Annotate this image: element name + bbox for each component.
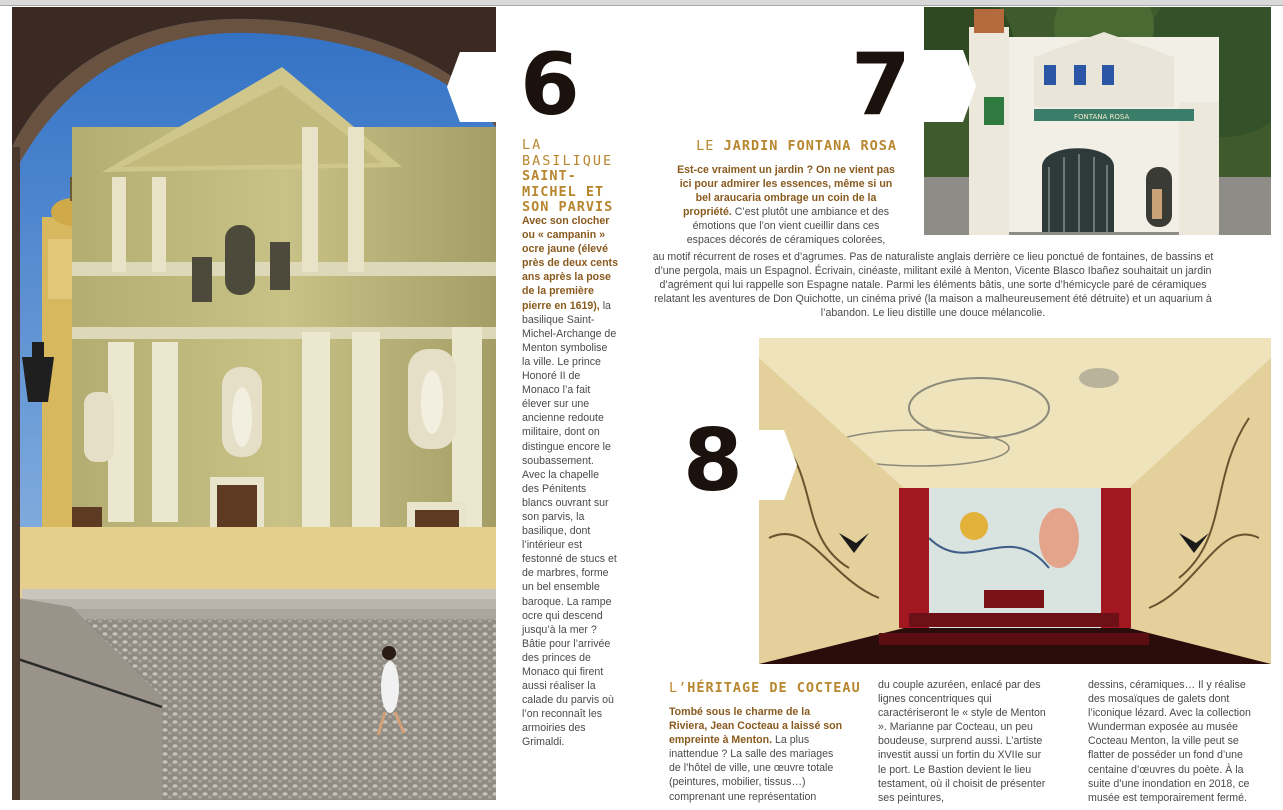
section-8-col1-text: La plus inattendue ? La salle des mariages de l’hôtel de ville, une œuvre totale (peintures, mobilier, tissus…) comprenant une représentation — [669, 734, 834, 803]
fontana-rosa-sign: FONTANA ROSA — [1074, 113, 1130, 121]
section-8-column-3 — [1088, 678, 1258, 805]
section-6-lede: Avec son clocher ou « campanin » ocre jaune (élevé près de deux cents ans après la pose de la première pierre en 1619), — [522, 215, 618, 312]
section-8-title — [669, 681, 869, 697]
section-6-title-line1: LA BASILIQUE — [522, 137, 614, 169]
section-8-col2-text: du couple azuréen, enlacé par des lignes concentriques qui caractériseront le « style de Menton ». Marianne par Cocteau, un peu boudeuse, surprend aussi. L’artiste investit aussi un fortin du XVIIe sur le port. Le Bastion devient le lieu testament, où il choisit de présenter ses peintures, — [878, 679, 1046, 804]
section-6-title-line2: SAINT- — [522, 168, 577, 185]
section-8-column-1 — [669, 705, 844, 804]
section-6-title-line3: MICHEL ET — [522, 183, 605, 200]
section-8-title-main: HÉRITAGE DE COCTEAU — [687, 680, 861, 696]
section-7-title-prefix: LE — [696, 138, 724, 154]
section-6-title — [522, 138, 632, 216]
section-7-title-main: JARDIN FONTANA ROSA — [723, 138, 897, 154]
section-6-title-line4: SON PARVIS — [522, 199, 614, 216]
section-6-text-column — [522, 214, 618, 750]
viewer-top-bar — [0, 0, 1283, 6]
section-8-col3-text: dessins, céramiques… Il y réalise des mosaïques de galets dont l’iconique lézard. Avec la collection Wunderman exposée au musée Cocteau Menton, la ville peut se flatter de posséder un fond d’une centaine d’œuvres du poète. À la suite d’une inondation en 2018, ce musée est temporairement fermé. — [1088, 679, 1251, 804]
section-6-number: 6 — [520, 35, 580, 135]
fontana-rosa-photo — [924, 7, 1271, 235]
section-8-column-2 — [878, 678, 1050, 805]
section-7-number: 7 — [851, 35, 911, 135]
section-7-body-block — [648, 250, 1218, 320]
cocteau-hall-photo — [759, 338, 1271, 664]
section-8-title-prefix: L’ — [669, 680, 688, 696]
section-7-title — [687, 139, 897, 155]
section-6-body: la basilique Saint-Michel-Archange de Menton symbolise la ville. Le prince Honoré II de Monaco l’a fait élever sur une ancienne redoute militaire, dont on distingue encore le soubassement. Avec la chapelle des Pénitents blancs ouvrant sur son parvis, la basilique, dont l’intérieur est festonné de stucs et de marbres, forme un bel ensemble baroque. La rampe ocre qui descend jusqu’à la mer ? Bâtie pour l’arrivée des princes de Monaco qui firent aussi réaliser la calade du parvis où l’on reconnaît les armoiries des Grimaldi. — [522, 299, 617, 749]
section-7-body-upper: C’est plutôt une ambiance et des émotions que l’on vient cueillir dans ces espaces décorés de céramiques colorées, — [686, 206, 890, 247]
basilica-photo — [12, 7, 496, 800]
section-8-number: 8 — [683, 411, 743, 511]
section-7-lede: Est-ce vraiment un jardin ? On ne vient pas ici pour admirer les essences, même si un bel araucaria ombrage un coin de la propriété. — [677, 164, 895, 219]
section-7-lede-block — [672, 163, 900, 248]
section-7-body-lower: au motif récurrent de roses et d’agrumes. Pas de naturaliste anglais derrière ce lieu ponctué de fontaines, de bassins et d’une pergola, mais un Espagnol. Écrivain, cinéaste, militant exilé à Menton, Vicente Blasco Ibañez souhaitait un jardin d’agrément qui lui rappelle son Espagne natale. Parmi les éléments bâtis, une sorte d’hémicycle paré de céramiques relatant les aventures de Don Quichotte, un cinéma privé (la maison a malheureusement été détruite) et un aquarium à l’abandon. Le lieu distille une douce mélancolie. — [652, 251, 1214, 320]
section-8-lede: Tombé sous le charme de la Riviera, Jean Cocteau a laissé son empreinte à Menton. — [669, 706, 843, 747]
